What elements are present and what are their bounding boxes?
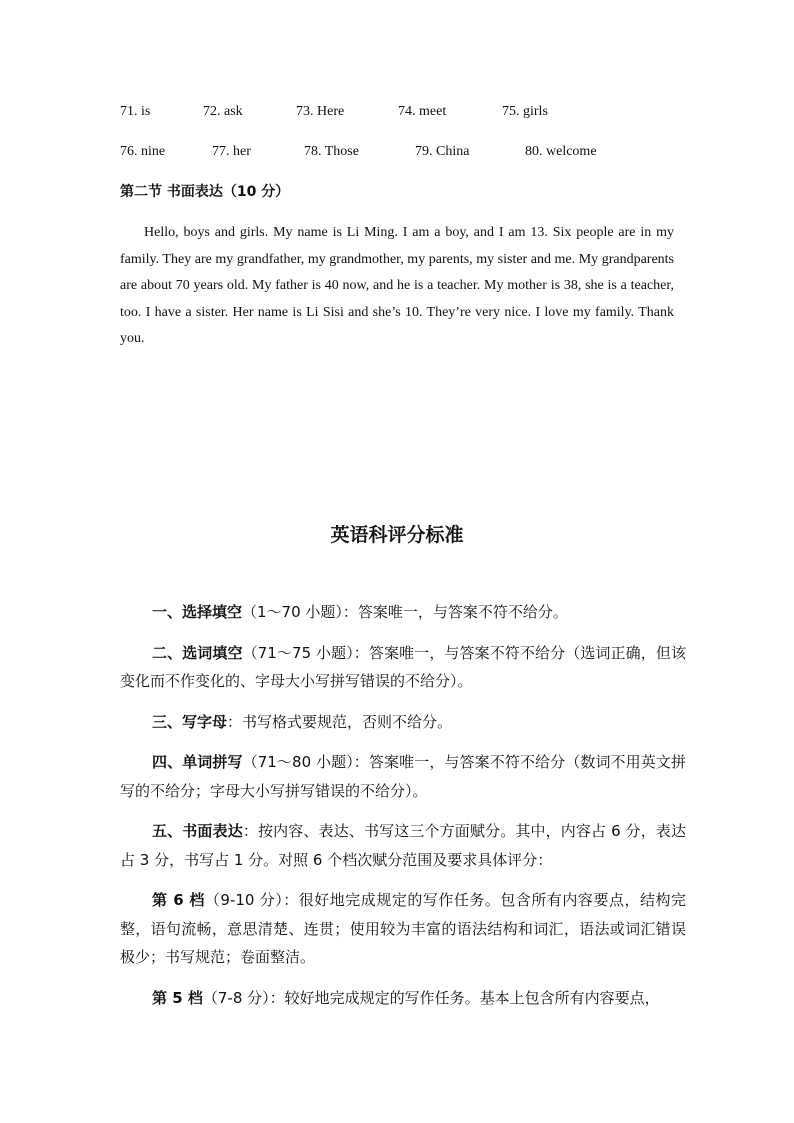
answer-76: 76. nine — [120, 144, 166, 159]
criterion-heading: 五、书面表达 — [152, 822, 243, 840]
criterion-paragraph — [120, 598, 686, 627]
criterion-paragraph — [120, 886, 686, 972]
criterion-paragraph — [120, 708, 686, 737]
criterion-text: （9-10 分）：很好地完成规定的写作任务。包含所有内容要点，结构完整，语句流畅，意思清楚、连贯；使用较为丰富的语法结构和词汇，语法或词汇错误极少；书写规范；卷面整洁。 — [120, 891, 686, 966]
criterion-text: （71～80 小题）：答案唯一，与答案不符不给分（数词不用英文拼写的不给分；字母大小写拼写错误的不给分）。 — [120, 753, 686, 800]
criterion-text: （7-8 分）：较好地完成规定的写作任务。基本上包含所有内容要点， — [202, 988, 660, 1007]
criterion-text: （71～75 小题）：答案唯一，与答案不符不给分（选词正确，但该变化而不作变化的、字母大小写拼写错误的不给分）。 — [120, 643, 686, 690]
criterion-paragraph — [120, 748, 686, 805]
sample-essay: Hello, boys and girls. My name is Li Ming. I am a boy, and I am 13. Six people are in my family. They are my grandfather, my grandmother, my parents, my sister and me. My grandparents are about 70 years old. My father is 40 now, and he is a teacher. My mother is 38, she is a teacher, too. I have a sister. Her name is Li Sisi and she’s 10. They’re very nice. I love my family. Thank you. — [120, 225, 674, 346]
answer-80: 80. welcome — [525, 144, 597, 159]
answer-key — [120, 100, 700, 180]
answer-72: 72. ask — [203, 104, 243, 119]
answer-79: 79. China — [415, 144, 470, 159]
answer-row — [120, 100, 700, 140]
criterion-paragraph — [120, 817, 686, 874]
scoring-criteria — [120, 598, 686, 1024]
criterion-heading: 一、选择填空 — [152, 603, 243, 621]
criterion-heading: 第 6 档 — [152, 891, 205, 909]
page-title: 英语科评分标准 — [330, 524, 464, 546]
answer-row — [120, 140, 700, 180]
criterion-text: ：书写格式要规范，否则不给分。 — [227, 712, 453, 731]
criterion-paragraph — [120, 639, 686, 696]
answer-77: 77. her — [212, 144, 251, 159]
answer-78: 78. Those — [304, 144, 359, 159]
criterion-heading: 四、单词拼写 — [152, 753, 243, 771]
criterion-text: （1～70 小题）：答案唯一，与答案不符不给分。 — [242, 603, 568, 621]
answer-71: 71. is — [120, 104, 151, 119]
criterion-heading: 三、写字母 — [152, 712, 228, 731]
criterion-paragraph — [120, 984, 686, 1013]
answer-73: 73. Here — [296, 104, 345, 119]
writing-section-title: 第二节 书面表达（10 分） — [120, 184, 290, 200]
answer-74: 74. meet — [398, 104, 447, 119]
criterion-heading: 二、选词填空 — [152, 643, 243, 662]
criterion-heading: 第 5 档 — [152, 988, 203, 1007]
criterion-text: ：按内容、表达、书写这三个方面赋分。其中，内容占 6 分，表达占 3 分，书写占 1 分。对照 6 个档次赋分范围及要求具体评分： — [120, 822, 686, 869]
answer-75: 75. girls — [502, 104, 548, 119]
